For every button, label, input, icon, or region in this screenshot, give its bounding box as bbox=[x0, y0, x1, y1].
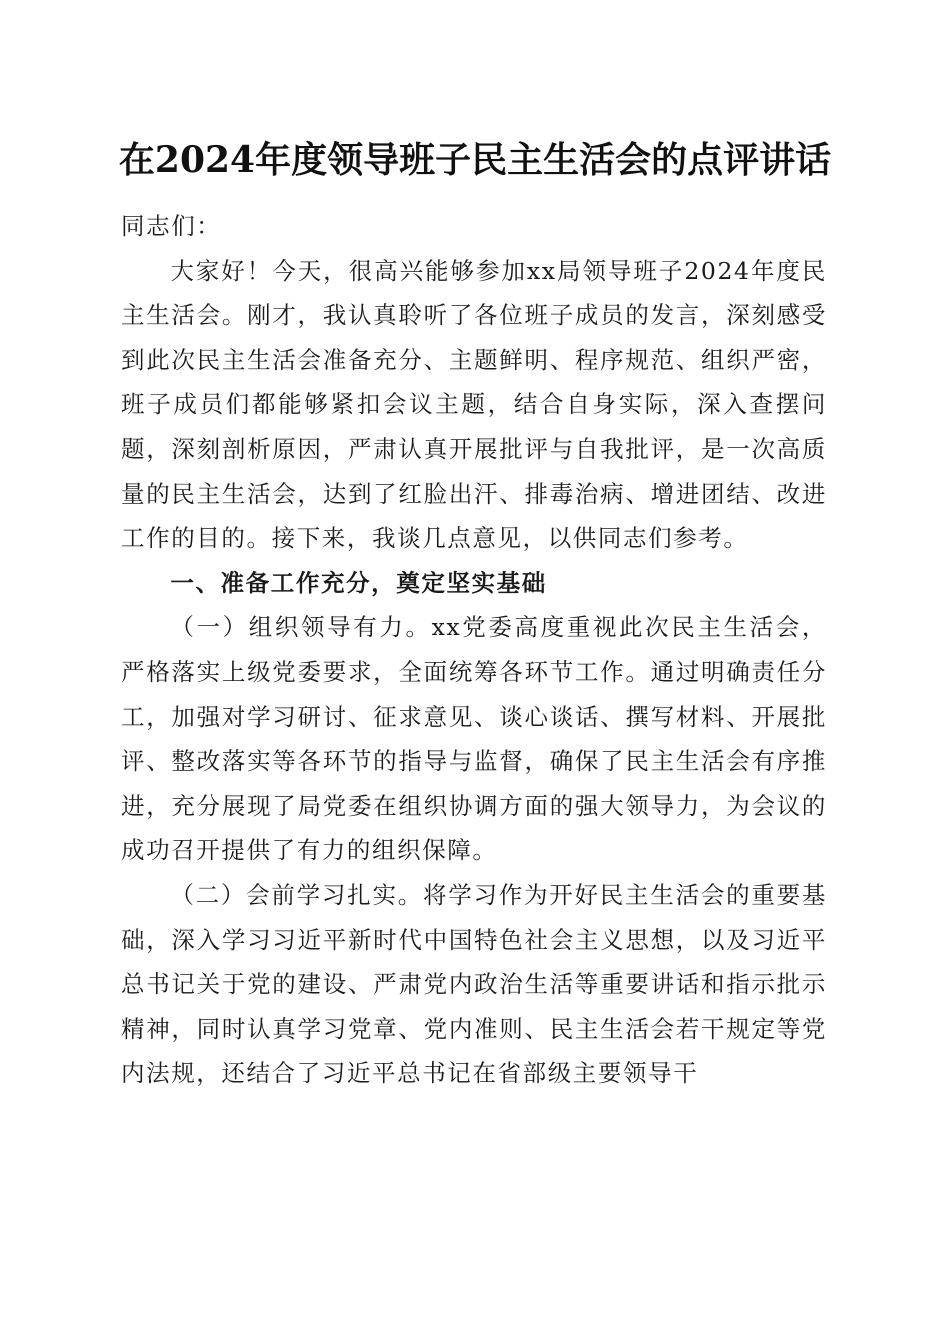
salutation: 同志们： bbox=[121, 212, 222, 240]
document-title: 在2024年度领导班子民主生活会的点评讲话 bbox=[118, 139, 832, 181]
section-heading: 一、准备工作充分，奠定坚实基础 bbox=[170, 568, 547, 597]
document-body bbox=[121, 204, 827, 1096]
section-item-paragraph: （二）会前学习扎实。将学习作为开好民主生活会的重要基础，深入学习习近平新时代中国特色社会主义思想，以及习近平总书记关于党的建设、严肃党内政治生活等重要讲话和指示批示精神，同时认真学习党章、党内准则、民主生活会若干规定等党内法规，还结合了习近平总书记在省部级主要领导干 bbox=[121, 880, 827, 1088]
intro-paragraph: 大家好！今天，很高兴能够参加xx局领导班子2024年度民主生活会。刚才，我认真聆听了各位班子成员的发言，深刻感受到此次民主生活会准备充分、主题鲜明、程序规范、组织严密，班子成员们都能够紧扣会议主题，结合自身实际，深入查摆问题，深刻剖析原因，严肃认真开展批评与自我批评，是一次高质量的民主生活会，达到了红脸出汗、排毒治病、增进团结、改进工作的目的。接下来，我谈几点意见，以供同志们参考。 bbox=[121, 256, 827, 553]
section-item-paragraph: （一）组织领导有力。xx党委高度重视此次民主生活会，严格落实上级党委要求，全面统筹各环节工作。通过明确责任分工，加强对学习研讨、征求意见、谈心谈话、撰写材料、开展批评、整改落实等各环节的指导与监督，确保了民主生活会有序推进，充分展现了局党委在组织协调方面的强大领导力，为会议的成功召开提供了有力的组织保障。 bbox=[121, 613, 827, 865]
